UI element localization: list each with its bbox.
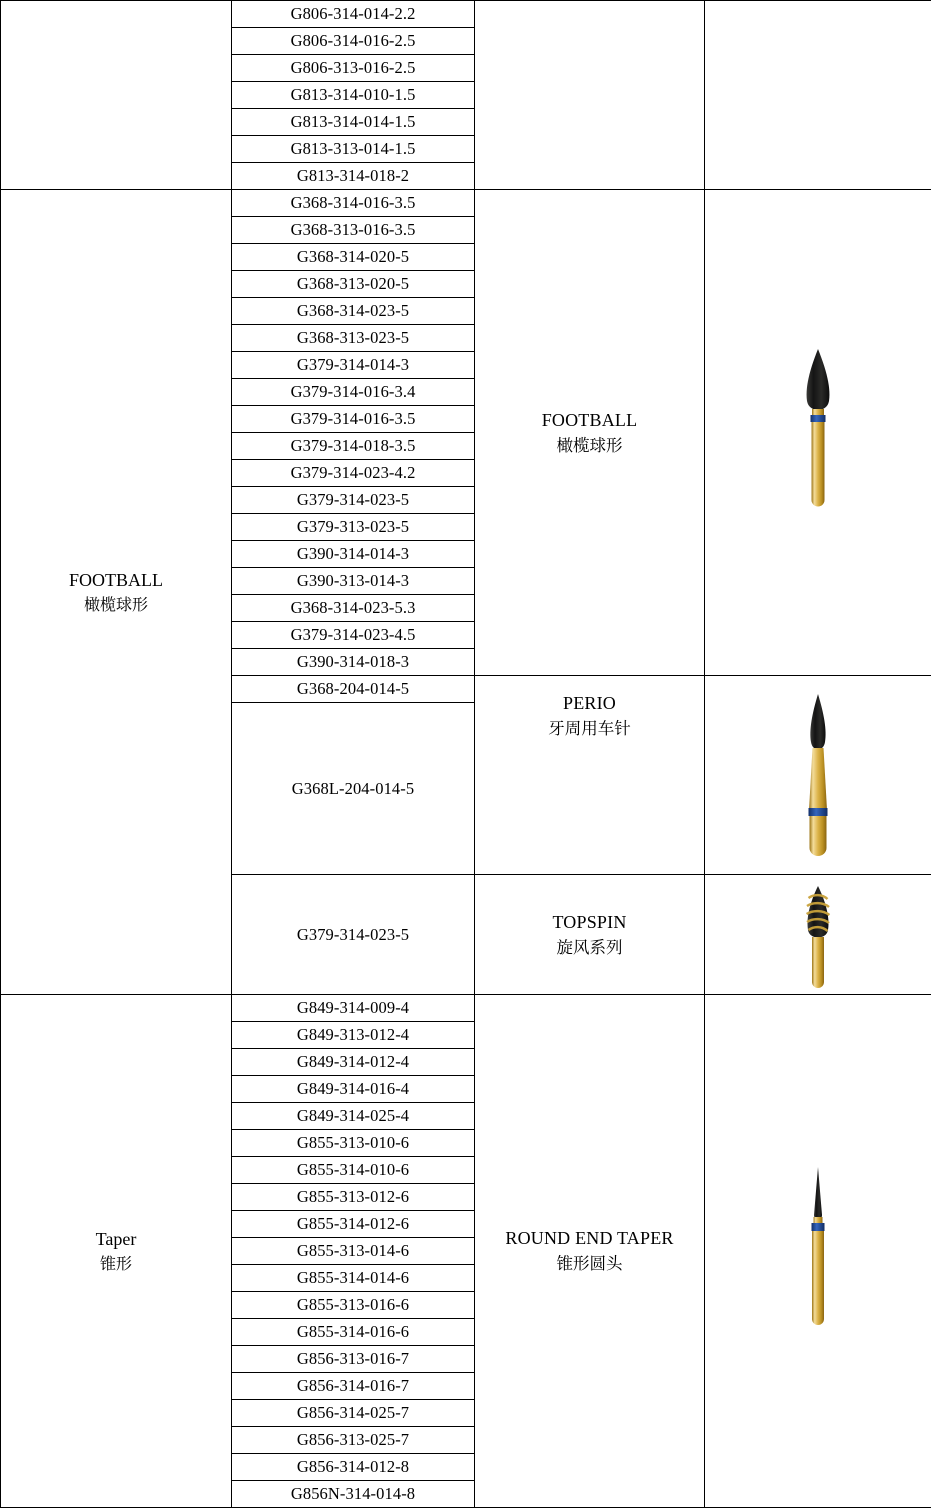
code-cell: G379-314-023-5 (232, 487, 475, 514)
category-label-en: Taper (95, 1229, 137, 1250)
bur-name-en: TOPSPIN (552, 911, 627, 932)
code-cell: G368-313-023-5 (232, 325, 475, 352)
code-cell: G379-313-023-5 (232, 514, 475, 541)
bur-name-cell-round-end-taper (475, 995, 705, 1508)
bur-name-cell-perio (475, 676, 705, 875)
category-label-zh: 锥形 (99, 1254, 132, 1274)
code-cell: G849-314-016-4 (232, 1076, 475, 1103)
code-cell: G856-314-025-7 (232, 1400, 475, 1427)
code-cell: G368-314-023-5.3 (232, 595, 475, 622)
code-cell: G813-313-014-1.5 (232, 136, 475, 163)
code-cell: G379-314-016-3.5 (232, 406, 475, 433)
code-cell: G856N-314-014-8 (232, 1481, 475, 1508)
code-cell: G855-313-010-6 (232, 1130, 475, 1157)
code-cell: G379-314-023-4.2 (232, 460, 475, 487)
category-label-zh: 橄榄球形 (83, 595, 148, 615)
bur-name-zh: 锥形圆头 (556, 1254, 623, 1274)
code-cell: G806-313-016-2.5 (232, 55, 475, 82)
bur-name-zh: 牙周用车针 (548, 719, 631, 738)
code-cell: G849-314-012-4 (232, 1049, 475, 1076)
code-cell: G855-313-012-6 (232, 1184, 475, 1211)
topspin-bur-icon (788, 880, 848, 990)
code-cell: G849-313-012-4 (232, 1022, 475, 1049)
code-cell: G368-314-020-5 (232, 244, 475, 271)
table-row (1, 995, 931, 1022)
code-cell: G813-314-010-1.5 (232, 82, 475, 109)
code-cell: G368-204-014-5 (232, 676, 475, 703)
bur-image-cell-perio (705, 676, 931, 875)
code-cell: G813-314-014-1.5 (232, 109, 475, 136)
bur-name-en: ROUND END TAPER (505, 1228, 674, 1249)
bur-name-zh: 旋风系列 (556, 937, 623, 957)
bur-image-cell-topspin (705, 875, 931, 995)
code-cell: G855-314-016-6 (232, 1319, 475, 1346)
table-row (1, 1, 931, 28)
code-cell: G379-314-014-3 (232, 352, 475, 379)
football-bur-icon (783, 343, 853, 523)
code-cell: G806-314-014-2.2 (232, 1, 475, 28)
category-cell-continued (1, 1, 232, 190)
bur-name-cell-topspin (475, 875, 705, 995)
bur-name-en: FOOTBALL (541, 409, 638, 430)
code-cell: G368-314-016-3.5 (232, 190, 475, 217)
code-cell: G855-313-016-6 (232, 1292, 475, 1319)
code-cell: G390-314-018-3 (232, 649, 475, 676)
code-cell: G390-314-014-3 (232, 541, 475, 568)
code-cell: G849-314-025-4 (232, 1103, 475, 1130)
code-cell: G813-314-018-2 (232, 163, 475, 190)
code-cell: G379-314-018-3.5 (232, 433, 475, 460)
code-cell: G855-314-012-6 (232, 1211, 475, 1238)
category-cell-taper (1, 995, 232, 1508)
code-cell: G806-314-016-2.5 (232, 28, 475, 55)
category-cell-football (1, 190, 232, 995)
code-cell: G379-314-016-3.4 (232, 379, 475, 406)
code-cell: G379-314-023-4.5 (232, 622, 475, 649)
code-cell: G856-314-012-8 (232, 1454, 475, 1481)
perio-bur-icon (783, 688, 853, 863)
code-cell: G856-313-016-7 (232, 1346, 475, 1373)
bur-name-cell-football (475, 190, 705, 676)
code-cell: G368-314-023-5 (232, 298, 475, 325)
bur-image-cell-football (705, 190, 931, 676)
code-cell: G379-314-023-5 (232, 875, 475, 995)
code-cell: G855-314-010-6 (232, 1157, 475, 1184)
bur-image-cell-empty (705, 1, 931, 190)
bur-name-en: PERIO (562, 693, 616, 713)
code-cell: G856-314-016-7 (232, 1373, 475, 1400)
code-cell: G368-313-016-3.5 (232, 217, 475, 244)
code-cell: G368-313-020-5 (232, 271, 475, 298)
code-cell: G855-313-014-6 (232, 1238, 475, 1265)
bur-name-zh: 橄榄球形 (556, 435, 623, 455)
category-label-en: FOOTBALL (69, 570, 163, 591)
code-cell: G368L-204-014-5 (232, 703, 475, 875)
round-end-taper-bur-icon (783, 1159, 853, 1344)
code-cell: G390-313-014-3 (232, 568, 475, 595)
bur-image-cell-round-end-taper (705, 995, 931, 1508)
code-cell: G855-314-014-6 (232, 1265, 475, 1292)
code-cell: G849-314-009-4 (232, 995, 475, 1022)
code-cell: G856-313-025-7 (232, 1427, 475, 1454)
table-row (1, 190, 931, 217)
bur-name-cell-continued (475, 1, 705, 190)
